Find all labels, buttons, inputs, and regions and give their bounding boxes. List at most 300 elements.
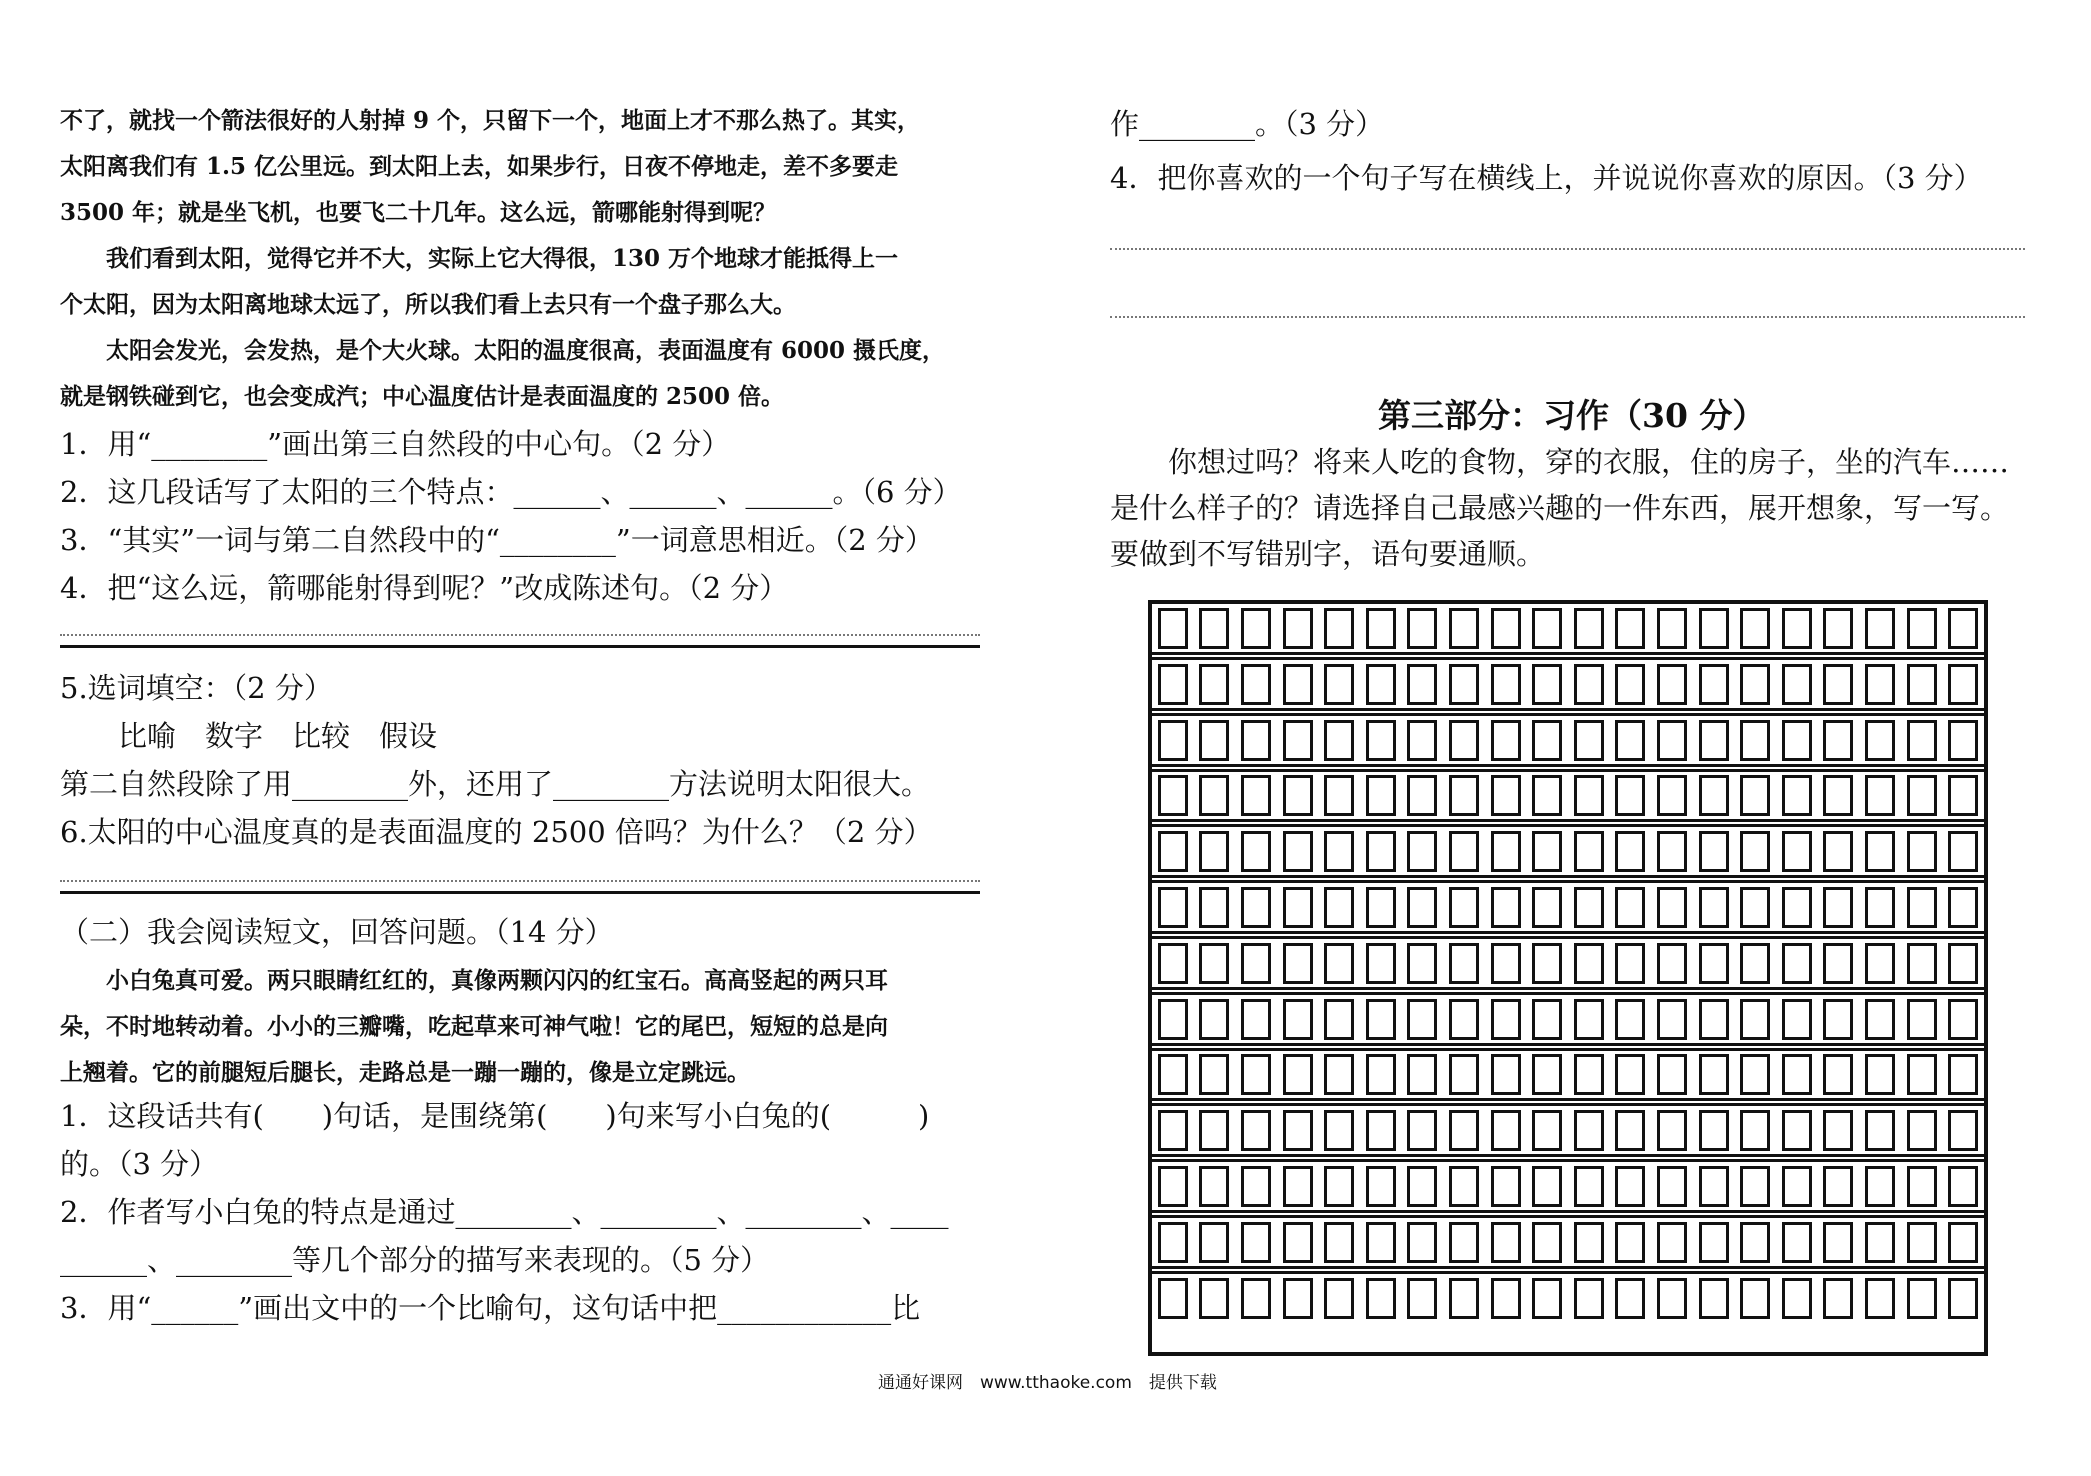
grid-cell[interactable] (1657, 1110, 1687, 1151)
grid-cell[interactable] (1491, 1278, 1521, 1319)
grid-cell[interactable] (1948, 608, 1978, 649)
grid-cell[interactable] (1657, 720, 1687, 761)
grid-cell[interactable] (1740, 1110, 1770, 1151)
grid-cell[interactable] (1948, 1054, 1978, 1095)
grid-cell[interactable] (1366, 608, 1396, 649)
grid-cell[interactable] (1366, 831, 1396, 872)
grid-cell[interactable] (1199, 1110, 1229, 1151)
grid-cell[interactable] (1324, 608, 1354, 649)
grid-cell[interactable] (1907, 608, 1937, 649)
grid-cell[interactable] (1574, 1110, 1604, 1151)
grid-cell[interactable] (1615, 1278, 1645, 1319)
grid-cell[interactable] (1491, 1166, 1521, 1207)
grid-cell[interactable] (1491, 608, 1521, 649)
grid-cell[interactable] (1699, 664, 1729, 705)
grid-cell[interactable] (1740, 943, 1770, 984)
grid-cell[interactable] (1407, 1222, 1437, 1263)
question-3: 3．“其实”一词与第二自然段中的“________”一词意思相近。（2 分） (60, 523, 934, 557)
grid-cell[interactable] (1574, 1166, 1604, 1207)
answer-dotted-line[interactable] (60, 880, 980, 882)
grid-cell[interactable] (1699, 1166, 1729, 1207)
grid-cell[interactable] (1241, 1054, 1271, 1095)
grid-cell[interactable] (1532, 775, 1562, 816)
grid-cell[interactable] (1158, 1222, 1188, 1263)
grid-cell[interactable] (1865, 831, 1895, 872)
grid-cell[interactable] (1449, 1278, 1479, 1319)
grid-cell[interactable] (1907, 664, 1937, 705)
grid-cell[interactable] (1449, 1166, 1479, 1207)
grid-row (1152, 943, 1984, 985)
grid-cell[interactable] (1324, 831, 1354, 872)
grid-row (1152, 608, 1984, 650)
grid-cell[interactable] (1823, 1110, 1853, 1151)
grid-cell[interactable] (1657, 664, 1687, 705)
grid-separator (1152, 1215, 1984, 1218)
grid-cell[interactable] (1615, 664, 1645, 705)
grid-cell[interactable] (1158, 720, 1188, 761)
grid-cell[interactable] (1948, 1166, 1978, 1207)
grid-cell[interactable] (1449, 775, 1479, 816)
grid-cell[interactable] (1283, 1278, 1313, 1319)
grid-cell[interactable] (1407, 1054, 1437, 1095)
grid-cell[interactable] (1158, 664, 1188, 705)
grid-cell[interactable] (1449, 887, 1479, 928)
grid-cell[interactable] (1615, 1166, 1645, 1207)
question-5-title: 5.选词填空：（2 分） (60, 671, 333, 705)
grid-row (1152, 1222, 1984, 1264)
grid-separator (1152, 1210, 1984, 1213)
grid-cell[interactable] (1532, 1278, 1562, 1319)
grid-cell[interactable] (1948, 664, 1978, 705)
grid-cell[interactable] (1699, 1222, 1729, 1263)
grid-cell[interactable] (1407, 1110, 1437, 1151)
grid-cell[interactable] (1449, 1110, 1479, 1151)
grid-cell[interactable] (1865, 720, 1895, 761)
grid-cell[interactable] (1740, 1222, 1770, 1263)
grid-cell[interactable] (1782, 608, 1812, 649)
grid-cell[interactable] (1158, 1110, 1188, 1151)
grid-cell[interactable] (1324, 1166, 1354, 1207)
grid-cell[interactable] (1283, 831, 1313, 872)
grid-cell[interactable] (1324, 999, 1354, 1040)
grid-cell[interactable] (1491, 664, 1521, 705)
grid-cell[interactable] (1823, 831, 1853, 872)
footer-source: 通通好课网 www.tthaoke.com 提供下载 (878, 1373, 1217, 1393)
grid-cell[interactable] (1740, 664, 1770, 705)
grid-cell[interactable] (1865, 608, 1895, 649)
grid-cell[interactable] (1449, 1054, 1479, 1095)
grid-cell[interactable] (1615, 1222, 1645, 1263)
grid-cell[interactable] (1657, 831, 1687, 872)
grid-cell[interactable] (1699, 720, 1729, 761)
grid-cell[interactable] (1615, 1110, 1645, 1151)
passage1-line-2: 太阳离我们有 1.5 亿公里远。到太阳上去，如果步行，日夜不停地走，差不多要走 (60, 153, 899, 180)
grid-cell[interactable] (1782, 831, 1812, 872)
grid-cell[interactable] (1491, 775, 1521, 816)
grid-cell[interactable] (1823, 608, 1853, 649)
grid-cell[interactable] (1782, 1110, 1812, 1151)
grid-cell[interactable] (1615, 720, 1645, 761)
grid-cell[interactable] (1740, 720, 1770, 761)
grid-cell[interactable] (1324, 1222, 1354, 1263)
grid-cell[interactable] (1740, 608, 1770, 649)
grid-cell[interactable] (1158, 775, 1188, 816)
grid-cell[interactable] (1699, 1110, 1729, 1151)
grid-cell[interactable] (1657, 999, 1687, 1040)
grid-cell[interactable] (1574, 664, 1604, 705)
grid-cell[interactable] (1782, 1222, 1812, 1263)
grid-cell[interactable] (1865, 664, 1895, 705)
grid-cell[interactable] (1283, 887, 1313, 928)
section2-title: （二）我会阅读短文，回答问题。（14 分） (60, 915, 614, 949)
grid-cell[interactable] (1199, 1054, 1229, 1095)
grid-cell[interactable] (1948, 1222, 1978, 1263)
grid-cell[interactable] (1407, 608, 1437, 649)
grid-cell[interactable] (1407, 664, 1437, 705)
grid-cell[interactable] (1615, 1054, 1645, 1095)
grid-cell[interactable] (1283, 1110, 1313, 1151)
grid-cell[interactable] (1699, 999, 1729, 1040)
grid-cell[interactable] (1948, 943, 1978, 984)
grid-cell[interactable] (1158, 887, 1188, 928)
grid-cell[interactable] (1657, 608, 1687, 649)
grid-cell[interactable] (1407, 831, 1437, 872)
grid-cell[interactable] (1324, 1278, 1354, 1319)
grid-separator (1152, 764, 1984, 767)
grid-cell[interactable] (1241, 608, 1271, 649)
grid-cell[interactable] (1699, 608, 1729, 649)
grid-cell[interactable] (1907, 887, 1937, 928)
grid-cell[interactable] (1449, 1222, 1479, 1263)
grid-cell[interactable] (1241, 1166, 1271, 1207)
grid-cell[interactable] (1199, 775, 1229, 816)
grid-cell[interactable] (1574, 831, 1604, 872)
grid-cell[interactable] (1574, 943, 1604, 984)
grid-cell[interactable] (1199, 831, 1229, 872)
grid-cell[interactable] (1699, 943, 1729, 984)
grid-cell[interactable] (1699, 831, 1729, 872)
grid-cell[interactable] (1199, 887, 1229, 928)
grid-cell[interactable] (1241, 775, 1271, 816)
grid-cell[interactable] (1907, 831, 1937, 872)
question2-3: 3．用“______”画出文中的一个比喻句，这句话中把____________比 (60, 1291, 921, 1325)
grid-cell[interactable] (1865, 1110, 1895, 1151)
grid-cell[interactable] (1574, 608, 1604, 649)
question-5-sentence: 第二自然段除了用________外，还用了________方法说明太阳很大。 (60, 767, 931, 801)
grid-cell[interactable] (1366, 775, 1396, 816)
grid-cell[interactable] (1782, 720, 1812, 761)
grid-cell[interactable] (1491, 1110, 1521, 1151)
grid-cell[interactable] (1615, 775, 1645, 816)
grid-cell[interactable] (1532, 720, 1562, 761)
grid-cell[interactable] (1283, 608, 1313, 649)
grid-cell[interactable] (1366, 943, 1396, 984)
grid-cell[interactable] (1907, 1278, 1937, 1319)
grid-cell[interactable] (1574, 1222, 1604, 1263)
grid-cell[interactable] (1199, 1166, 1229, 1207)
grid-cell[interactable] (1158, 1278, 1188, 1319)
grid-cell[interactable] (1574, 775, 1604, 816)
grid-cell[interactable] (1324, 720, 1354, 761)
grid-separator (1152, 1103, 1984, 1106)
grid-cell[interactable] (1449, 720, 1479, 761)
grid-cell[interactable] (1241, 1110, 1271, 1151)
grid-cell[interactable] (1199, 608, 1229, 649)
grid-cell[interactable] (1158, 999, 1188, 1040)
grid-cell[interactable] (1241, 664, 1271, 705)
grid-cell[interactable] (1449, 999, 1479, 1040)
grid-cell[interactable] (1823, 664, 1853, 705)
grid-cell[interactable] (1199, 943, 1229, 984)
grid-cell[interactable] (1740, 887, 1770, 928)
grid-cell[interactable] (1199, 999, 1229, 1040)
grid-cell[interactable] (1158, 1166, 1188, 1207)
grid-cell[interactable] (1865, 1054, 1895, 1095)
grid-cell[interactable] (1948, 887, 1978, 928)
grid-cell[interactable] (1615, 887, 1645, 928)
grid-cell[interactable] (1491, 1222, 1521, 1263)
grid-cell[interactable] (1948, 831, 1978, 872)
grid-cell[interactable] (1532, 1222, 1562, 1263)
grid-cell[interactable] (1823, 887, 1853, 928)
grid-cell[interactable] (1948, 720, 1978, 761)
grid-cell[interactable] (1740, 1166, 1770, 1207)
grid-cell[interactable] (1574, 1054, 1604, 1095)
grid-cell[interactable] (1283, 1054, 1313, 1095)
grid-cell[interactable] (1199, 1278, 1229, 1319)
grid-cell[interactable] (1324, 775, 1354, 816)
grid-cell[interactable] (1782, 887, 1812, 928)
grid-row (1152, 720, 1984, 762)
grid-cell[interactable] (1657, 1054, 1687, 1095)
grid-cell[interactable] (1615, 999, 1645, 1040)
grid-cell[interactable] (1782, 1278, 1812, 1319)
grid-cell[interactable] (1865, 1222, 1895, 1263)
grid-cell[interactable] (1241, 720, 1271, 761)
grid-cell[interactable] (1907, 720, 1937, 761)
grid-cell[interactable] (1823, 1222, 1853, 1263)
answer-dotted-line[interactable] (1110, 248, 2025, 250)
grid-cell[interactable] (1907, 1222, 1937, 1263)
grid-cell[interactable] (1241, 1222, 1271, 1263)
grid-cell[interactable] (1407, 720, 1437, 761)
grid-cell[interactable] (1407, 943, 1437, 984)
grid-cell[interactable] (1241, 831, 1271, 872)
grid-cell[interactable] (1199, 664, 1229, 705)
grid-cell[interactable] (1158, 831, 1188, 872)
grid-separator (1152, 819, 1984, 822)
grid-separator (1152, 1043, 1984, 1046)
grid-cell[interactable] (1948, 1278, 1978, 1319)
grid-cell[interactable] (1532, 1110, 1562, 1151)
grid-cell[interactable] (1865, 1278, 1895, 1319)
grid-cell[interactable] (1782, 1166, 1812, 1207)
grid-cell[interactable] (1366, 1278, 1396, 1319)
grid-cell[interactable] (1782, 999, 1812, 1040)
answer-line (60, 891, 980, 894)
grid-cell[interactable] (1740, 831, 1770, 872)
grid-cell[interactable] (1366, 720, 1396, 761)
grid-cell[interactable] (1823, 775, 1853, 816)
grid-cell[interactable] (1740, 775, 1770, 816)
answer-dotted-line[interactable] (60, 634, 980, 636)
grid-cell[interactable] (1823, 999, 1853, 1040)
grid-cell[interactable] (1865, 943, 1895, 984)
grid-cell[interactable] (1574, 720, 1604, 761)
grid-cell[interactable] (1699, 887, 1729, 928)
grid-cell[interactable] (1907, 1110, 1937, 1151)
grid-cell[interactable] (1907, 999, 1937, 1040)
grid-cell[interactable] (1283, 664, 1313, 705)
grid-cell[interactable] (1491, 1054, 1521, 1095)
grid-cell[interactable] (1491, 831, 1521, 872)
grid-cell[interactable] (1574, 999, 1604, 1040)
grid-cell[interactable] (1782, 664, 1812, 705)
passage1-line-4: 我们看到太阳，觉得它并不大，实际上它大得很，130 万个地球才能抵得上一 (60, 245, 899, 272)
grid-cell[interactable] (1407, 775, 1437, 816)
grid-row (1152, 1110, 1984, 1152)
grid-cell[interactable] (1449, 664, 1479, 705)
grid-cell[interactable] (1407, 999, 1437, 1040)
grid-cell[interactable] (1491, 720, 1521, 761)
grid-cell[interactable] (1823, 720, 1853, 761)
grid-cell[interactable] (1657, 943, 1687, 984)
grid-cell[interactable] (1283, 775, 1313, 816)
question2-2: 2．作者写小白兔的特点是通过________、________、________、____ (60, 1195, 949, 1229)
grid-cell[interactable] (1491, 887, 1521, 928)
grid-cell[interactable] (1407, 887, 1437, 928)
section3-title: 第三部分：习作（30 分） (1378, 396, 1766, 435)
grid-cell[interactable] (1532, 608, 1562, 649)
grid-cell[interactable] (1199, 720, 1229, 761)
grid-cell[interactable] (1865, 887, 1895, 928)
grid-separator (1152, 1159, 1984, 1162)
passage1-line-3: 3500 年；就是坐飞机，也要飞二十几年。这么远，箭哪能射得到呢？ (60, 199, 777, 226)
grid-cell[interactable] (1491, 943, 1521, 984)
grid-cell[interactable] (1199, 1222, 1229, 1263)
grid-separator (1152, 1154, 1984, 1157)
grid-cell[interactable] (1615, 831, 1645, 872)
grid-cell[interactable] (1283, 720, 1313, 761)
grid-cell[interactable] (1241, 999, 1271, 1040)
grid-cell[interactable] (1823, 1278, 1853, 1319)
grid-cell[interactable] (1865, 999, 1895, 1040)
question-1: 1．用“________”画出第三自然段的中心句。（2 分） (60, 427, 731, 461)
grid-cell[interactable] (1449, 943, 1479, 984)
grid-cell[interactable] (1657, 775, 1687, 816)
grid-cell[interactable] (1283, 999, 1313, 1040)
composition-grid[interactable] (1148, 600, 1988, 1356)
grid-cell[interactable] (1782, 1054, 1812, 1095)
grid-cell[interactable] (1532, 943, 1562, 984)
grid-row (1152, 775, 1984, 817)
grid-cell[interactable] (1865, 775, 1895, 816)
grid-cell[interactable] (1657, 1166, 1687, 1207)
grid-cell[interactable] (1449, 831, 1479, 872)
grid-cell[interactable] (1366, 1222, 1396, 1263)
grid-cell[interactable] (1948, 775, 1978, 816)
grid-cell[interactable] (1241, 943, 1271, 984)
grid-cell[interactable] (1907, 1166, 1937, 1207)
grid-cell[interactable] (1366, 999, 1396, 1040)
prompt-line-2: 是什么样子的？请选择自己最感兴趣的一件东西，展开想象，写一写。 (1110, 491, 2010, 525)
grid-cell[interactable] (1532, 664, 1562, 705)
passage2-line-1: 小白兔真可爱。两只眼睛红红的，真像两颗闪闪的红宝石。高高竖起的两只耳 (60, 967, 888, 994)
grid-cell[interactable] (1532, 887, 1562, 928)
grid-cell[interactable] (1366, 1110, 1396, 1151)
passage2-line-3: 上翘着。它的前腿短后腿长，走路总是一蹦一蹦的，像是立定跳远。 (60, 1059, 750, 1086)
grid-separator (1152, 1266, 1984, 1269)
grid-cell[interactable] (1532, 831, 1562, 872)
grid-cell[interactable] (1158, 1054, 1188, 1095)
grid-row (1152, 1278, 1984, 1320)
grid-cell[interactable] (1324, 1054, 1354, 1095)
grid-cell[interactable] (1449, 608, 1479, 649)
grid-cell[interactable] (1699, 775, 1729, 816)
grid-cell[interactable] (1740, 1054, 1770, 1095)
grid-separator (1152, 708, 1984, 711)
grid-cell[interactable] (1283, 1222, 1313, 1263)
grid-cell[interactable] (1241, 1278, 1271, 1319)
grid-cell[interactable] (1532, 999, 1562, 1040)
grid-cell[interactable] (1532, 1166, 1562, 1207)
grid-cell[interactable] (1615, 943, 1645, 984)
grid-cell[interactable] (1324, 887, 1354, 928)
grid-cell[interactable] (1158, 943, 1188, 984)
grid-cell[interactable] (1907, 1054, 1937, 1095)
grid-cell[interactable] (1324, 1110, 1354, 1151)
grid-cell[interactable] (1782, 943, 1812, 984)
grid-cell[interactable] (1574, 887, 1604, 928)
grid-cell[interactable] (1324, 943, 1354, 984)
question-continued: 作________。（3 分） (1110, 107, 1385, 141)
answer-line (60, 645, 980, 648)
grid-cell[interactable] (1366, 1166, 1396, 1207)
grid-cell[interactable] (1158, 608, 1188, 649)
grid-cell[interactable] (1699, 1054, 1729, 1095)
grid-cell[interactable] (1366, 887, 1396, 928)
grid-cell[interactable] (1532, 1054, 1562, 1095)
grid-cell[interactable] (1740, 1278, 1770, 1319)
grid-cell[interactable] (1283, 943, 1313, 984)
grid-cell[interactable] (1823, 943, 1853, 984)
grid-cell[interactable] (1740, 999, 1770, 1040)
grid-cell[interactable] (1865, 1166, 1895, 1207)
grid-cell[interactable] (1657, 887, 1687, 928)
grid-cell[interactable] (1948, 1110, 1978, 1151)
grid-cell[interactable] (1907, 943, 1937, 984)
grid-cell[interactable] (1615, 608, 1645, 649)
grid-cell[interactable] (1782, 775, 1812, 816)
grid-cell[interactable] (1948, 999, 1978, 1040)
grid-cell[interactable] (1241, 887, 1271, 928)
grid-cell[interactable] (1657, 1222, 1687, 1263)
grid-cell[interactable] (1574, 1278, 1604, 1319)
grid-cell[interactable] (1823, 1166, 1853, 1207)
grid-cell[interactable] (1907, 775, 1937, 816)
grid-cell[interactable] (1366, 664, 1396, 705)
grid-cell[interactable] (1283, 1166, 1313, 1207)
grid-cell[interactable] (1366, 1054, 1396, 1095)
grid-cell[interactable] (1407, 1278, 1437, 1319)
grid-cell[interactable] (1657, 1278, 1687, 1319)
grid-cell[interactable] (1699, 1278, 1729, 1319)
grid-cell[interactable] (1324, 664, 1354, 705)
grid-cell[interactable] (1823, 1054, 1853, 1095)
answer-dotted-line[interactable] (1110, 316, 2025, 318)
grid-cell[interactable] (1407, 1166, 1437, 1207)
grid-cell[interactable] (1491, 999, 1521, 1040)
